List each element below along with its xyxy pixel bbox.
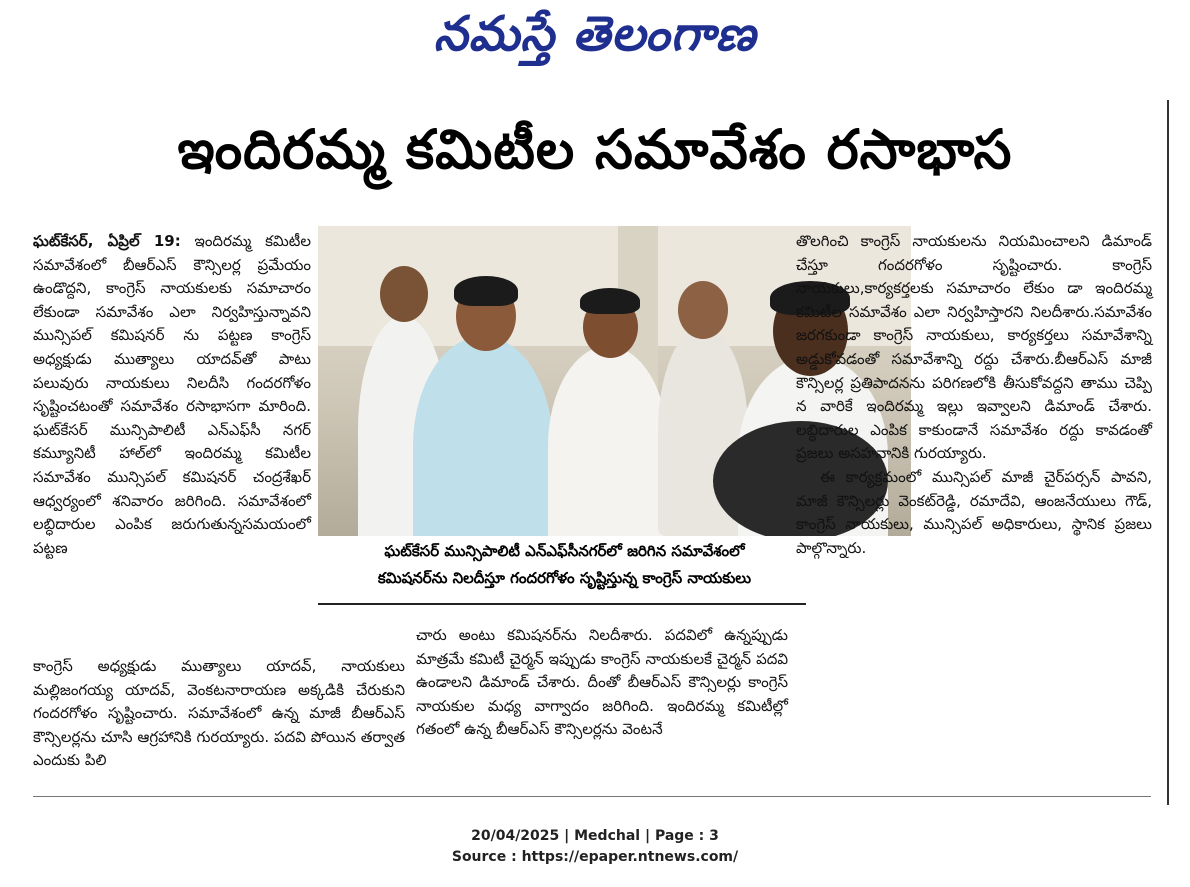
article-column-1-wide-text: కాంగ్రెస్ అధ్యక్షుడు ముత్యాలు యాదవ్, నాయకులు మల్లిజంగయ్య యాదవ్, వెంకటనారాయణ అక్కడికి చేరుకుని గందరగోళం సృష్టించారు. సమావేశంలో ఉన్న మాజీ బీఆర్‌ఎస్ కౌన్సిలర్లను చూసి ఆగ్రహానికి గురయ్యారు. పదవి పోయిన తర్వాత ఎందుకు పిలి	[33, 657, 405, 770]
article-column-3	[796, 230, 1152, 560]
caption-divider	[318, 603, 806, 605]
article-bottom-rule	[33, 796, 1151, 797]
article-dateline: ఘట్‌కేసర్, ఏప్రిల్ 19:	[33, 232, 181, 250]
article-column-3-paragraph-2: ఈ కార్యక్రమంలో మున్సిపల్ మాజీ చైర్‌పర్సన్ పావని, మాజీ కౌన్సిలర్లు వెంకట్‌రెడ్డి, రమాదేవి, ఆంజనేయులు గౌడ్, కాంగ్రెస్ నాయకులు, మున్సిపల్ అధికారులు, స్థానిక ప్రజలు పాల్గొన్నారు.	[796, 467, 1152, 557]
photo-person-head	[380, 266, 428, 322]
headline-text: ఇందిరమ్మ కమిటీల సమావేశం రసాభాస	[177, 118, 1013, 181]
photo-person	[413, 336, 553, 536]
photo-person	[548, 346, 668, 536]
article-column-2-text: చారు అంటు కమిషనర్‌ను నిలదీశారు. పదవిలో ఉన్నప్పుడు మాత్రమే కమిటీ చైర్మన్ ఇప్పుడు కాంగ్రెస్ నాయకులకే చైర్మన్ పదవి ఉండాలని డిమాండ్ చేశారు. దీంతో బీఆర్‌ఎస్ కౌన్సిలర్లు కాంగ్రెస్ నాయకుల మధ్య వాగ్వాదం జరిగింది. ఇందిరమ్మ కమిటీల్లో గతంలో ఉన్న బీఆర్‌ఎస్ కౌన్సిలర్లను వెంటనే	[416, 626, 788, 739]
footer-source: Source : https://epaper.ntnews.com/	[451, 849, 739, 865]
article-column-1-text: ఇందిరమ్మ కమిటీల సమావేశంలో బీఆర్‌ఎస్ కౌన్సిలర్ల ప్రమేయం ఉండొద్దని, కాంగ్రెస్ నాయకులకు సమాచారం లేకుండా సమావేశం ఎలా నిర్వహిస్తున్నావని మున్సిపల్ కమిషనర్ ను పట్టణ కాంగ్రెస్ అధ్యక్షుడు ముత్యాలు యాదవ్‌తో పాటు పలువురు నాయకులు నిలదీసి గందరగోళం సృష్టించటంతో సమావేశం రసాభాసగా మారింది. ఘట్‌కేసర్ మున్సిపాలిటీ ఎన్‌ఎఫ్‌సీ నగర్ కమ్యూనిటీ హాల్‌లో ఇందిరమ్మ కమిటీల సమావేశం మున్సిపల్ కమిషనర్ చంద్రశేఖర్ ఆధ్వర్యంలో శనివారం జరిగింది. సమావేశంలో లబ్ధిదారుల ఎంపిక జరుగుతున్నసమయంలో పట్టణ	[33, 232, 311, 557]
footer-edition-info: 20/04/2025 | Medchal | Page : 3	[471, 828, 719, 844]
article-column-1	[33, 230, 311, 560]
page-footer	[0, 826, 1190, 868]
article-column-3-paragraph-1: తొలగించి కాంగ్రెస్ నాయకులను నియమించాలని డిమాండ్ చేస్తూ గందరగోళం సృష్టించారు. కాంగ్రెస్ నాయకులు,కార్యకర్తలకు సమాచారం లేకుం డా ఇందిరమ్మ కమిటీల సమావేశం ఎలా నిర్వహిస్తారని నిలదీశారు.సమావేశం జరగకుండా కాంగ్రెస్ నాయకులు, కార్యకర్తలు సమావేశాన్ని అడ్డుకోవడంతో సమావేశాన్ని రద్దు చేశారు.బీఆర్‌ఎస్ మాజీ కౌన్సిలర్ల ప్రతిపాదనను పరిగణలోకి తీసుకోవద్దని తాము చెప్పి న వారికే ఇందిరమ్మ ఇల్లు ఇవ్వాలని డిమాండ్ చేశారు. లబ్ధిదారుల ఎంపిక కాకుండానే సమావేశం రద్దు కావడంతో ప్రజలు అసహనానికి గురయ్యారు.	[796, 232, 1152, 463]
caption-line-2: కమిషనర్‌ను నిలదీస్తూ గందరగోళం సృష్టిస్తున్న కాంగ్రెస్ నాయకులు	[377, 569, 752, 587]
article-headline	[0, 118, 1190, 195]
photo-person-hair	[580, 288, 640, 314]
article-column-2	[416, 624, 788, 742]
photo-caption	[318, 538, 811, 592]
caption-line-1: ఘట్‌కేసర్ మున్సిపాలిటీ ఎన్‌ఎఫ్‌సీనగర్‌లో జరిగిన సమావేశంలో	[384, 542, 745, 560]
newspaper-masthead	[0, 6, 1190, 74]
article-column-1-continued	[33, 655, 405, 773]
photo-person-hair	[454, 276, 518, 306]
column-border-right	[1167, 100, 1169, 805]
masthead-title: నమస్తే తెలంగాణ	[433, 6, 757, 62]
photo-person-head	[678, 281, 728, 339]
